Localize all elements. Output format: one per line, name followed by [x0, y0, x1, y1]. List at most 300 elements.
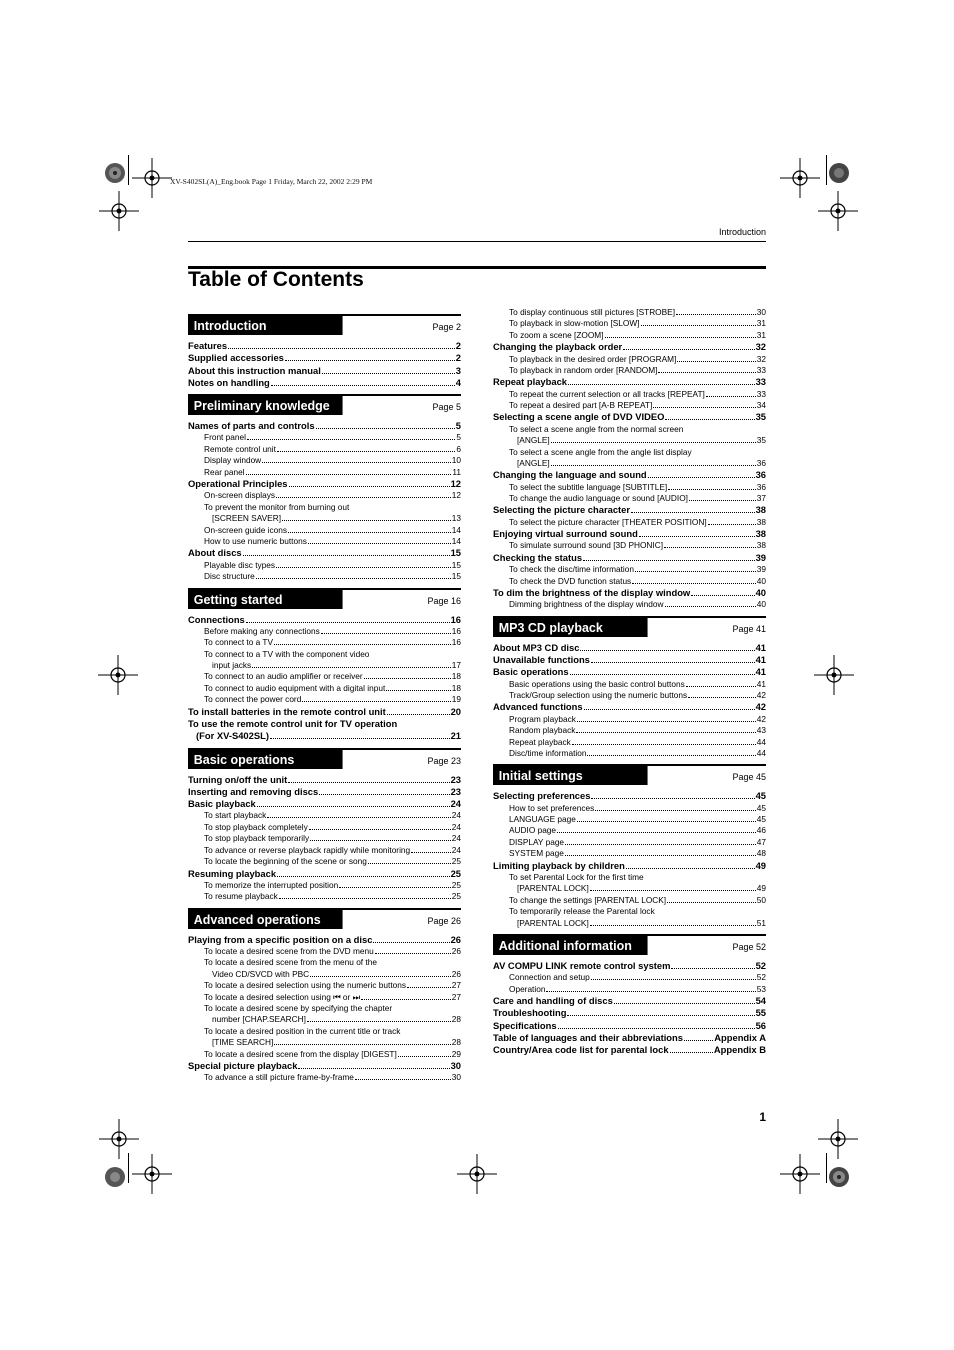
toc-entry[interactable] [493, 330, 766, 341]
dot-leader [614, 1003, 755, 1004]
dot-leader [591, 662, 755, 663]
dot-leader [375, 953, 451, 954]
dot-leader [626, 868, 755, 869]
dot-leader [605, 337, 756, 338]
toc-entry-page: 5 [456, 432, 461, 443]
toc-entry-page: 33 [756, 388, 766, 399]
toc-entry-title: Names of parts and controls [188, 420, 315, 432]
toc-entry-page: 28 [451, 1014, 461, 1025]
dot-leader [708, 524, 756, 525]
dot-leader [298, 1068, 449, 1069]
toc-entry-title: Changing the language and sound [493, 469, 647, 481]
toc-entry[interactable] [493, 435, 766, 446]
toc-entry-page: 6 [456, 443, 461, 454]
crosshair-icon [99, 191, 139, 231]
section-header [188, 314, 461, 338]
section-title: Introduction [188, 316, 343, 335]
dot-leader [339, 887, 451, 888]
toc-entry[interactable] [188, 614, 461, 626]
toc-entry-page: 23 [450, 785, 461, 797]
toc-entry-page: 44 [756, 747, 766, 758]
dot-leader [246, 474, 452, 475]
dot-leader [590, 890, 756, 891]
dot-leader [558, 1028, 755, 1029]
toc-entry-page: 55 [755, 1007, 766, 1019]
toc-entry[interactable] [188, 420, 461, 432]
dot-leader [551, 442, 756, 443]
toc-entry-title: How to use numeric buttons [204, 536, 307, 547]
section-title: Additional information [493, 936, 648, 955]
toc-entry-page: 32 [755, 341, 766, 353]
toc-entry-title: To change the settings [PARENTAL LOCK] [509, 894, 667, 905]
toc-entry[interactable] [493, 365, 766, 376]
toc-entry[interactable] [188, 571, 461, 582]
toc-entry[interactable] [188, 649, 461, 660]
toc-entry[interactable] [493, 540, 766, 551]
toc-entry[interactable] [493, 552, 766, 564]
toc-entry[interactable] [493, 679, 766, 690]
toc-entry[interactable] [493, 984, 766, 995]
toc-entry[interactable] [188, 798, 461, 810]
toc-entry[interactable] [188, 352, 461, 364]
toc-entry[interactable] [493, 642, 766, 654]
toc-entry[interactable] [493, 599, 766, 610]
toc-entry-title: To temporarily release the Parental lock [509, 906, 655, 917]
toc-entry[interactable] [188, 868, 461, 880]
section-title: Advanced operations [188, 910, 343, 929]
toc-entry[interactable] [493, 872, 766, 883]
toc-entry[interactable] [188, 880, 461, 891]
toc-entry[interactable] [493, 883, 766, 894]
toc-entry[interactable] [188, 478, 461, 490]
toc-entry-page: Appendix A [714, 1031, 766, 1043]
dot-leader [373, 942, 449, 943]
toc-entry[interactable] [493, 411, 766, 423]
toc-entry[interactable] [188, 718, 461, 730]
dot-leader [321, 633, 451, 634]
toc-entry-page: 17 [451, 660, 461, 671]
toc-entry[interactable] [493, 469, 766, 481]
toc-entry[interactable] [493, 576, 766, 587]
toc-entry[interactable] [188, 1026, 461, 1037]
toc-entry-page: 31 [756, 329, 766, 340]
toc-entry[interactable] [493, 1020, 766, 1032]
toc-entry[interactable] [188, 671, 461, 682]
dot-leader [274, 644, 451, 645]
toc-entry-title: To locate a desired scene from the menu of the [204, 957, 377, 968]
toc-entry[interactable] [493, 517, 766, 528]
toc-entry-page: 45 [756, 802, 766, 813]
toc-entry[interactable] [493, 528, 766, 540]
dot-leader [671, 968, 754, 969]
dot-leader [271, 385, 455, 386]
dot-leader [577, 721, 756, 722]
toc-entry[interactable] [493, 906, 766, 917]
toc-entry[interactable] [493, 504, 766, 516]
toc-entry[interactable] [188, 706, 461, 718]
dot-leader [282, 520, 451, 521]
toc-entry[interactable] [188, 1060, 461, 1072]
toc-entry[interactable] [188, 1049, 461, 1060]
toc-entry[interactable] [188, 444, 461, 455]
toc-entry[interactable] [188, 774, 461, 786]
toc-entry-page: 24 [450, 798, 461, 810]
toc-entry-page: 44 [756, 736, 766, 747]
toc-entry[interactable] [188, 980, 461, 991]
toc-entry-page: 45 [756, 814, 766, 825]
toc-entry-page: 18 [451, 682, 461, 693]
dot-leader [665, 606, 756, 607]
toc-entry-title: To select the subtitle language [SUBTITLE] [509, 481, 668, 492]
toc-entry[interactable] [188, 934, 461, 946]
toc-entry[interactable] [493, 447, 766, 458]
dot-leader [688, 697, 756, 698]
header-label: Introduction [718, 227, 766, 237]
toc-entry-page: 16 [450, 613, 461, 625]
toc-entry[interactable] [493, 803, 766, 814]
dot-leader [398, 1056, 451, 1057]
toc-entry[interactable] [188, 490, 461, 501]
toc-entry-page: 14 [451, 524, 461, 535]
dot-leader [310, 840, 451, 841]
toc-entry[interactable] [188, 455, 461, 466]
toc-right-column [493, 307, 766, 1057]
toc-entry-page: 46 [756, 825, 766, 836]
toc-entry-title: number [CHAP.SEARCH] [212, 1014, 306, 1025]
toc-entry-page: 20 [450, 705, 461, 717]
toc-entry-title: To use the remote control unit for TV operation [188, 717, 398, 729]
toc-entry[interactable] [188, 810, 461, 821]
toc-entry[interactable] [493, 482, 766, 493]
crosshair-icon [780, 1154, 820, 1194]
toc-entry-title: To select a scene angle from the normal screen [509, 423, 684, 434]
toc-entry[interactable] [493, 825, 766, 836]
dot-leader [228, 348, 455, 349]
toc-entry[interactable] [493, 860, 766, 872]
toc-entry-page: 5 [455, 420, 461, 432]
toc-entry-title: To select the picture character [THEATER POSITION] [509, 516, 707, 527]
toc-entry[interactable] [188, 432, 461, 443]
toc-entry[interactable] [188, 365, 461, 377]
toc-entry[interactable] [188, 660, 461, 671]
section-title: Preliminary knowledge [188, 396, 343, 415]
dot-leader [411, 852, 451, 853]
toc-entry-page: 36 [756, 457, 766, 468]
toc-entry-page: 33 [755, 376, 766, 388]
crosshair-icon [818, 1119, 858, 1159]
toc-entry-title: About discs [188, 547, 242, 559]
dot-leader [583, 560, 754, 561]
toc-entry-page: 49 [756, 883, 766, 894]
toc-entry-page: 30 [450, 1059, 461, 1071]
toc-entry[interactable] [493, 458, 766, 469]
toc-entry[interactable] [188, 845, 461, 856]
toc-entry[interactable] [188, 536, 461, 547]
section-page: Page 2 [432, 322, 461, 332]
toc-entry[interactable] [188, 1003, 461, 1014]
toc-entry-page: 18 [451, 671, 461, 682]
section-title: MP3 CD playback [493, 618, 648, 637]
section-header [493, 764, 766, 788]
toc-entry[interactable] [493, 1032, 766, 1044]
toc-entry-page: 38 [755, 504, 766, 516]
toc-entry[interactable] [188, 1037, 461, 1048]
registration-disc-top-right [828, 162, 850, 184]
toc-entry[interactable] [493, 318, 766, 329]
dot-leader [664, 547, 756, 548]
toc-entry-title: To start playback [204, 810, 267, 821]
section-page: Page 45 [732, 772, 766, 783]
toc-entry[interactable] [188, 467, 461, 478]
trim-line [128, 155, 129, 185]
toc-entry-page: 56 [755, 1019, 766, 1031]
toc-entry[interactable] [493, 424, 766, 435]
toc-entry-page: 2 [455, 340, 461, 351]
toc-entry-page: 25 [450, 867, 461, 879]
toc-entry[interactable] [493, 376, 766, 388]
dot-leader [277, 451, 455, 452]
toc-entry-title: To locate a desired position in the current title or track [204, 1025, 401, 1036]
dot-leader [580, 650, 754, 651]
toc-entry[interactable] [493, 837, 766, 848]
toc-entry-title: Program playback [509, 713, 576, 724]
toc-entry[interactable] [493, 972, 766, 983]
section-header [493, 934, 766, 958]
dot-leader [285, 360, 455, 361]
toc-entry-title: Remote control unit [204, 443, 276, 454]
toc-entry-title: How to set preferences [509, 802, 595, 813]
toc-entry[interactable] [188, 730, 461, 742]
dot-leader [276, 497, 451, 498]
toc-entry-page: 19 [451, 694, 461, 705]
toc-entry-title: To zoom a scene [ZOOM] [509, 329, 604, 340]
toc-entry-title: To check the disc/time information [509, 564, 634, 575]
file-stamp: XV-S402SL(A)_Eng.book Page 1 Friday, March 22, 2002 2:29 PM [170, 177, 373, 186]
toc-entry[interactable] [493, 307, 766, 318]
toc-entry-title: Selecting preferences [493, 790, 591, 802]
toc-entry-page: 37 [756, 493, 766, 504]
toc-entry[interactable] [188, 626, 461, 637]
toc-entry-page: 16 [451, 637, 461, 648]
toc-entry-title: [PARENTAL LOCK] [517, 917, 589, 928]
toc-entry-title: Basic operations using the basic control buttons [509, 678, 685, 689]
dot-leader [364, 678, 451, 679]
toc-entry-page: 10 [451, 455, 461, 466]
section-title: Basic operations [188, 750, 343, 769]
dot-leader [307, 1021, 451, 1022]
toc-entry-page: 38 [756, 540, 766, 551]
dot-leader [590, 925, 756, 926]
toc-entry-title: To simulate surround sound [3D PHONIC] [509, 540, 664, 551]
toc-entry-title: [ANGLE] [517, 457, 550, 468]
crosshair-icon [814, 655, 854, 695]
toc-entry-page: 27 [451, 980, 461, 991]
toc-entry[interactable] [188, 637, 461, 648]
toc-entry-title: To prevent the monitor from burning out [204, 501, 350, 512]
dot-leader [246, 622, 450, 623]
toc-entry[interactable] [188, 525, 461, 536]
toc-entry-title: To connect to a TV with the component video [204, 648, 370, 659]
toc-entry[interactable] [188, 1014, 461, 1025]
toc-entry-page: 11 [452, 466, 461, 477]
toc-entry-title: [PARENTAL LOCK] [517, 883, 589, 894]
toc-entry[interactable] [188, 340, 461, 352]
toc-entry[interactable] [188, 992, 461, 1003]
toc-entry[interactable] [188, 957, 461, 968]
toc-entry-title: To playback in the desired order [PROGRAM] [509, 353, 677, 364]
toc-entry[interactable] [188, 1072, 461, 1083]
toc-entry[interactable] [188, 856, 461, 867]
toc-entry-page: 38 [756, 516, 766, 527]
toc-entry[interactable] [188, 786, 461, 798]
toc-entry[interactable] [188, 833, 461, 844]
dot-leader [653, 407, 756, 408]
dot-leader [591, 979, 756, 980]
toc-entry[interactable] [493, 895, 766, 906]
section-header [188, 748, 461, 772]
toc-entry-title: To locate a desired scene by specifying the chapter [204, 1002, 393, 1013]
toc-entry-title: To check the DVD function status [509, 575, 632, 586]
toc-entry-title: To connect to audio equipment with a digital input [204, 682, 386, 693]
dot-leader [648, 477, 755, 478]
toc-entry-title: Playable disc types [204, 559, 276, 570]
section-page: Page 41 [732, 623, 766, 634]
toc-entry-page: 14 [451, 536, 461, 547]
dot-leader [309, 829, 451, 830]
dot-leader [686, 686, 756, 687]
toc-entry-title: Features [188, 340, 228, 351]
toc-entry[interactable] [188, 547, 461, 559]
toc-entry[interactable] [493, 493, 766, 504]
toc-entry-title: Repeat playback [493, 376, 567, 388]
dot-leader [316, 428, 455, 429]
toc-entry[interactable] [493, 960, 766, 972]
toc-entry-title: Before making any connections [204, 625, 320, 636]
toc-entry[interactable] [493, 354, 766, 365]
toc-entry-page: 15 [451, 571, 461, 582]
toc-entry-page: 39 [755, 551, 766, 563]
toc-entry-title: DISPLAY page [509, 836, 565, 847]
section-page: Page 23 [427, 755, 461, 766]
toc-entry[interactable] [188, 694, 461, 705]
toc-entry[interactable] [188, 377, 461, 389]
toc-entry-title: Resuming playback [188, 867, 277, 879]
toc-entry[interactable] [493, 814, 766, 825]
toc-entry-title: input jacks [212, 660, 252, 671]
toc-entry[interactable] [188, 946, 461, 957]
toc-entry[interactable] [493, 737, 766, 748]
toc-entry-page: 30 [451, 1072, 461, 1083]
toc-entry-title: Specifications [493, 1019, 557, 1031]
toc-entry-page: 32 [756, 353, 766, 364]
toc-entry[interactable] [493, 714, 766, 725]
toc-entry[interactable] [188, 502, 461, 513]
toc-entry-title: To playback in random order [RANDOM] [509, 364, 658, 375]
toc-entry-page: 3 [455, 364, 461, 376]
toc-entry[interactable] [188, 683, 461, 694]
dot-leader [676, 314, 756, 315]
toc-entry-title: Operational Principles [188, 478, 288, 490]
toc-entry[interactable] [188, 969, 461, 980]
toc-entry[interactable] [493, 389, 766, 400]
toc-entry[interactable] [493, 748, 766, 759]
toc-entry-title: About this instruction manual [188, 364, 321, 376]
dot-leader [595, 810, 755, 811]
toc-entry-page: 24 [451, 821, 461, 832]
toc-entry-title: To set Parental Lock for the first time [509, 871, 644, 882]
toc-entry-page: 26 [451, 968, 461, 979]
toc-entry-title: About MP3 CD disc [493, 641, 580, 653]
toc-entry-title: Operation [509, 983, 546, 994]
dot-leader [267, 817, 451, 818]
dot-leader [302, 701, 450, 702]
toc-entry-title: SYSTEM page [509, 848, 564, 859]
toc-entry-title: Random playback [509, 725, 576, 736]
toc-entry[interactable] [188, 891, 461, 902]
toc-entry[interactable] [493, 400, 766, 411]
dot-leader [551, 465, 756, 466]
toc-entry-page: 45 [755, 790, 766, 802]
toc-entry-title: Special picture playback [188, 1059, 298, 1071]
toc-entry[interactable] [493, 1044, 766, 1056]
toc-entry[interactable] [493, 666, 766, 678]
toc-entry-title: AUDIO page [509, 825, 557, 836]
toc-entry[interactable] [493, 690, 766, 701]
toc-entry-page: 35 [756, 435, 766, 446]
toc-entry[interactable] [493, 848, 766, 859]
dot-leader [308, 543, 451, 544]
toc-entry-title: Checking the status [493, 551, 583, 563]
dot-leader [289, 486, 450, 487]
toc-entry[interactable] [493, 564, 766, 575]
toc-entry-page: 49 [755, 859, 766, 871]
dot-leader [407, 987, 451, 988]
toc-entry-title: Unavailable functions [493, 653, 590, 665]
toc-entry-page: 52 [756, 972, 766, 983]
toc-entry[interactable] [493, 995, 766, 1007]
dot-leader [276, 567, 451, 568]
toc-entry-title: Changing the playback order [493, 341, 623, 353]
toc-entry-title: [TIME SEARCH] [212, 1037, 274, 1048]
section-header [188, 588, 461, 612]
toc-entry-title: Selecting the picture character [493, 504, 631, 516]
toc-entry-title: Playing from a specific position on a disc [188, 933, 373, 945]
toc-entry[interactable] [493, 654, 766, 666]
toc-entry[interactable] [493, 725, 766, 736]
toc-entry-title: To connect to a TV [204, 637, 274, 648]
toc-entry-page: 25 [451, 879, 461, 890]
toc-entry-page: 15 [450, 547, 461, 559]
toc-entry[interactable] [188, 513, 461, 524]
dot-leader [706, 396, 756, 397]
toc-entry-page: 26 [450, 933, 461, 945]
toc-entry[interactable] [493, 1007, 766, 1019]
toc-entry-page: 41 [755, 641, 766, 653]
toc-entry-page: 41 [755, 666, 766, 678]
toc-entry[interactable] [493, 790, 766, 802]
dot-leader [632, 583, 756, 584]
toc-entry[interactable] [493, 587, 766, 599]
toc-entry[interactable] [493, 341, 766, 353]
toc-entry[interactable] [493, 918, 766, 929]
toc-entry[interactable] [188, 822, 461, 833]
toc-entry-page: 43 [756, 725, 766, 736]
crosshair-icon [98, 655, 138, 695]
toc-entry[interactable] [188, 560, 461, 571]
toc-entry[interactable] [493, 701, 766, 713]
toc-entry-page: 33 [756, 364, 766, 375]
dot-leader [277, 876, 450, 877]
